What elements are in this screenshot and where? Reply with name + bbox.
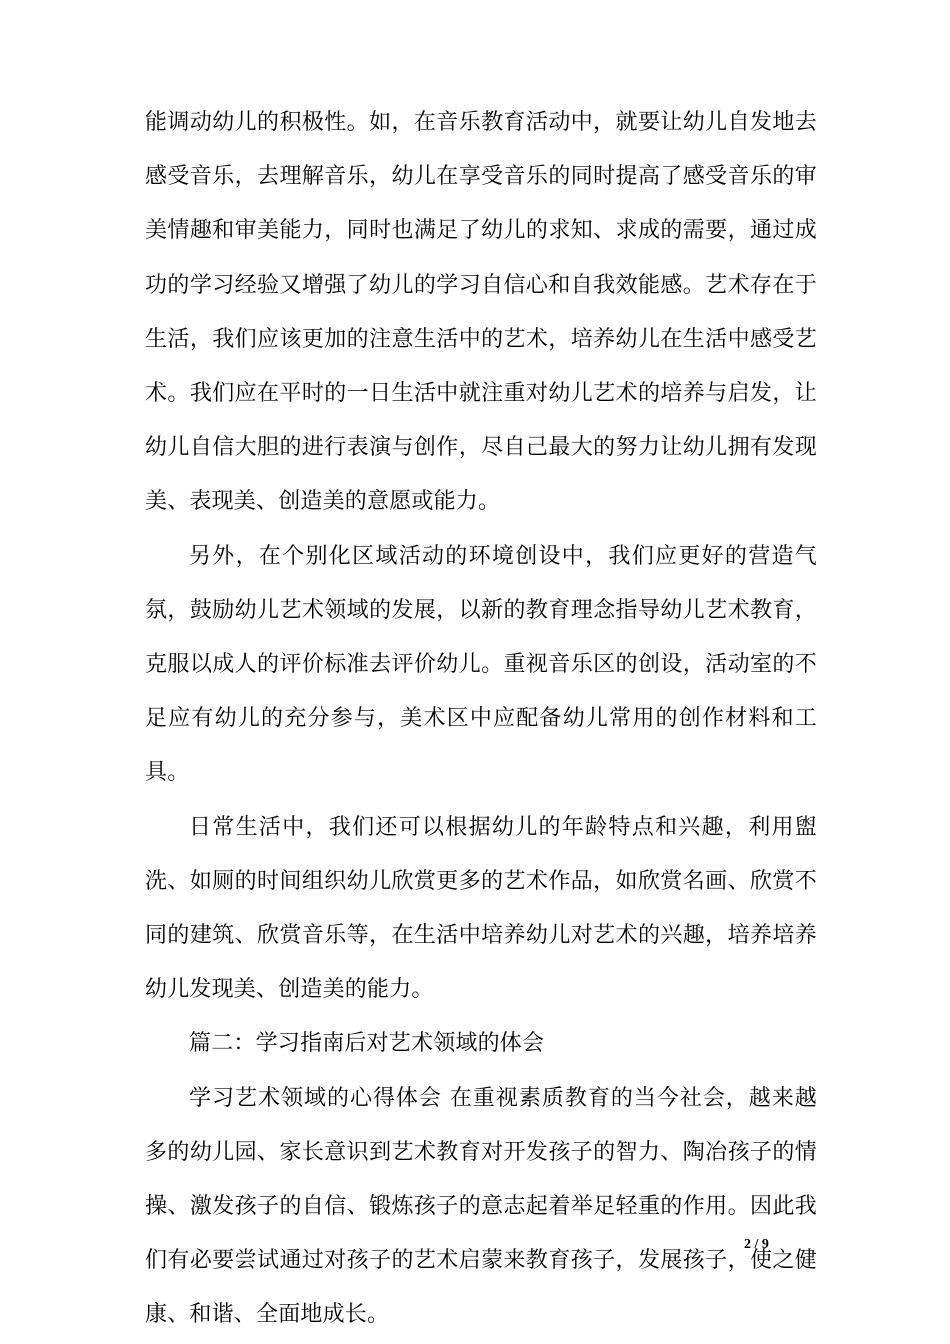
paragraph-3: 日常生活中，我们还可以根据幼儿的年龄特点和兴趣，利用盥洗、如厕的时间组织幼儿欣赏更多的艺术作品，如欣赏名画、欣赏不同的建筑、欣赏音乐等，在生活中培养幼儿对艺术的兴趣，培养培养幼儿发现美、创造美的能力。 [145, 814, 817, 1003]
page-number: 2 / 9 [744, 1237, 769, 1252]
document-body [145, 96, 817, 1343]
paragraph-4: 学习艺术领域的心得体会 在重视素质教育的当今社会，越来越多的幼儿园、家长意识到艺术教育对开发孩子的智力、陶冶孩子的情操、激发孩子的自信、锻炼孩子的意志起着举足轻重的作用。因此我们有必要尝试通过对孩子的艺术启蒙来教育孩子，发展孩子，使之健康、和谐、全面地成长。 [145, 1085, 817, 1328]
section-heading: 篇二：学习指南后对艺术领域的体会 [189, 1031, 545, 1057]
paragraph-1: 能调动幼儿的积极性。如，在音乐教育活动中，就要让幼儿自发地去感受音乐，去理解音乐，幼儿在享受音乐的同时提高了感受音乐的审美情趣和审美能力，同时也满足了幼儿的求知、求成的需要，通过成功的学习经验又增强了幼儿的学习自信心和自我效能感。艺术存在于生活，我们应该更加的注意生活中的艺术，培养幼儿在生活中感受艺术。我们应在平时的一日生活中就注重对幼儿艺术的培养与启发，让幼儿自信大胆的进行表演与创作，尽自己最大的努力让幼儿拥有发现美、表现美、创造美的意愿或能力。 [145, 110, 817, 515]
paragraph-2: 另外，在个别化区域活动的环境创设中，我们应更好的营造气氛，鼓励幼儿艺术领域的发展，以新的教育理念指导幼儿艺术教育，克服以成人的评价标准去评价幼儿。重视音乐区的创设，活动室的不足应有幼儿的充分参与，美术区中应配备幼儿常用的创作材料和工具。 [145, 543, 817, 786]
